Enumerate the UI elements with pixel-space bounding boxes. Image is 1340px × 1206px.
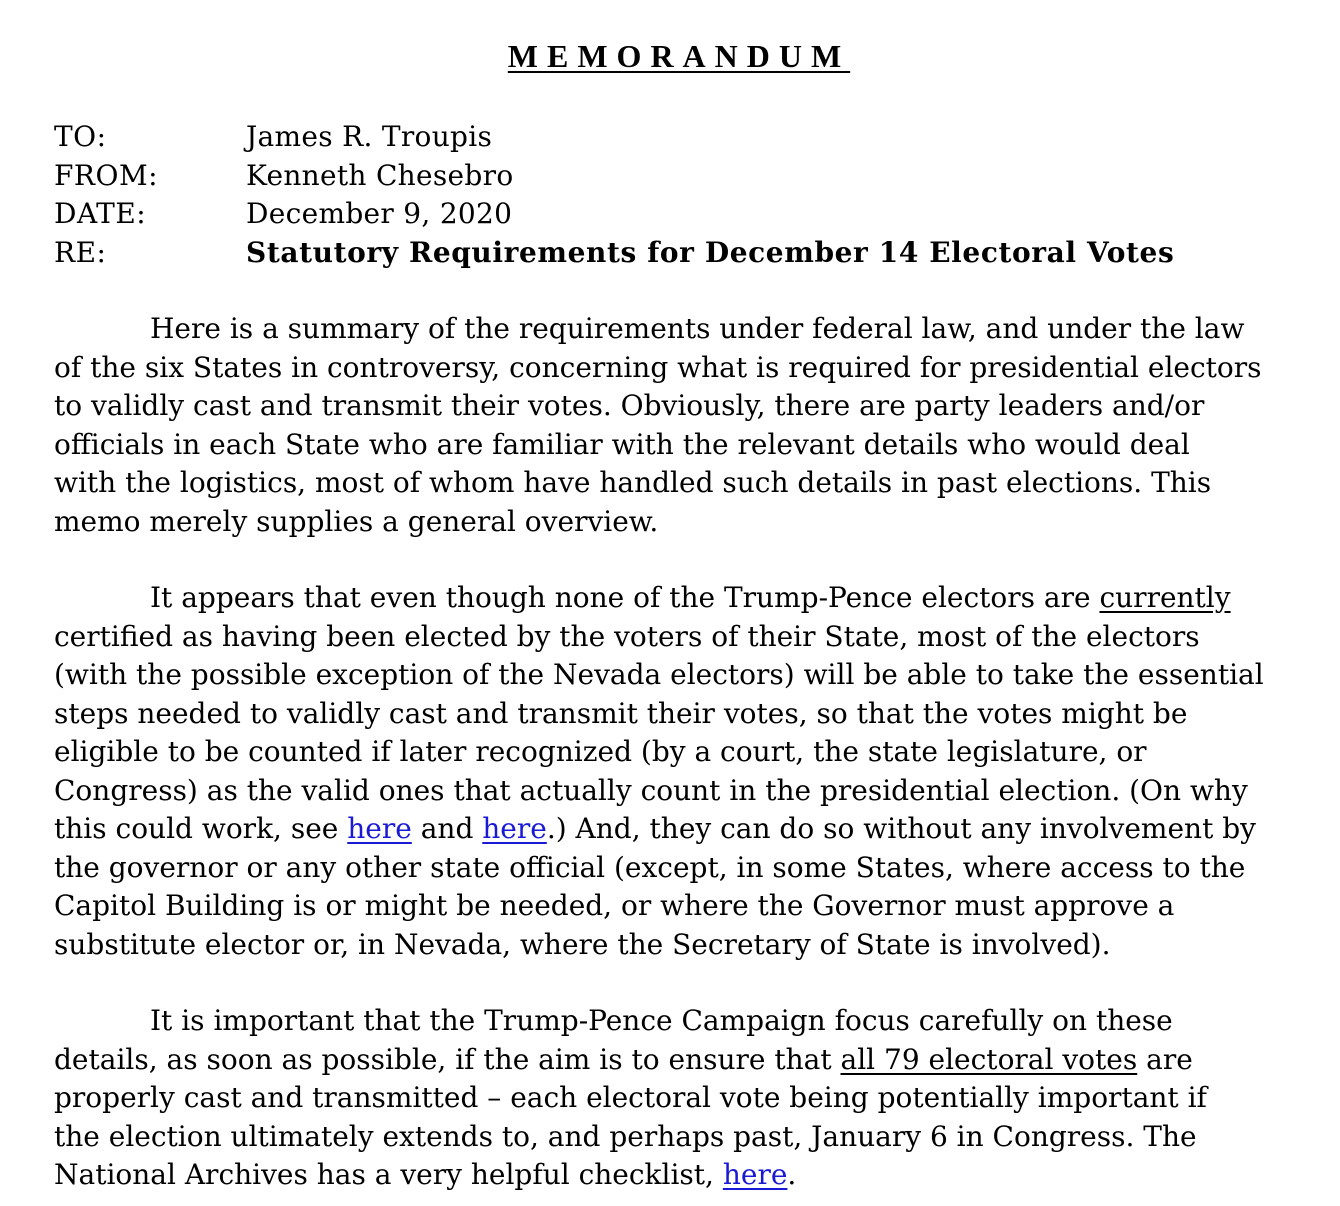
date-value: December 9, 2020 (246, 197, 513, 230)
line-text: .) And, they can do so without any involvement by (546, 812, 1256, 845)
line-text: National Archives has a very helpful checklist, (54, 1158, 723, 1191)
paragraph-line: with the logistics, most of whom have handled such details in past elections. This (54, 466, 1212, 499)
paragraph-line: Here is a summary of the requirements under federal law, and under the law (150, 312, 1245, 345)
paragraph-line: of the six States in controversy, concerning what is required for presidential electors (54, 350, 1262, 384)
line-text: It appears that even though none of the Trump-Pence electors are (150, 581, 1100, 614)
checklist-here-link[interactable]: here (722, 1158, 788, 1191)
line-text: . (787, 1158, 797, 1191)
paragraph-electors (54, 579, 1304, 964)
paragraph-line (54, 579, 1304, 618)
paragraph-line: steps needed to validly cast and transmit their votes, so that the votes might be (54, 696, 1188, 730)
line-text: this could work, see (54, 812, 348, 845)
re-label: RE: (54, 235, 107, 269)
paragraph-line: Capitol Building is or might be needed, or where the Governor must approve a (54, 889, 1175, 922)
paragraph-line (54, 1156, 1304, 1195)
paragraph-line: the governor or any other state official (except, in some States, where access to the (54, 850, 1246, 884)
paragraph-summary (54, 310, 1304, 541)
here-link-2[interactable]: here (482, 812, 547, 845)
header-date-row (54, 195, 1304, 234)
paragraph-line: properly cast and transmitted – each electoral vote being potentially important if (54, 1081, 1207, 1114)
paragraph-line: It is important that the Trump-Pence Campaign focus carefully on these (150, 1004, 1173, 1037)
paragraph-line: eligible to be counted if later recognized (by a court, the state legislature, or (54, 735, 1147, 768)
underlined-currently: currently (1099, 581, 1231, 614)
to-label: TO: (54, 120, 107, 153)
paragraph-line (54, 810, 1304, 849)
line-text: details, as soon as possible, if the aim is to ensure that (54, 1042, 841, 1076)
line-text: and (411, 812, 483, 845)
memo-header (54, 118, 1304, 272)
re-subject: Statutory Requirements for December 14 Electoral Votes (246, 235, 1175, 269)
header-from-row (54, 157, 1304, 196)
paragraph-line: certified as having been elected by the voters of their State, most of the electors (54, 619, 1200, 653)
paragraph-line: (with the possible exception of the Nevada electors) will be able to take the essential (54, 658, 1264, 691)
paragraph-line: Congress) as the valid ones that actually count in the presidential election. (On why (54, 773, 1248, 807)
from-label: FROM: (54, 158, 159, 192)
date-label: DATE: (54, 197, 147, 230)
here-link-1[interactable]: here (347, 812, 412, 845)
underlined-electoral-votes: all 79 electoral votes (840, 1042, 1138, 1076)
paragraph-line: the election ultimately extends to, and perhaps past, January 6 in Congress. The (54, 1119, 1197, 1153)
from-value: Kenneth Chesebro (246, 158, 514, 192)
paragraph-line: substitute elector or, in Nevada, where the Secretary of State is involved). (54, 927, 1111, 961)
paragraph-line (54, 1041, 1304, 1080)
to-value: James R. Troupis (246, 120, 493, 153)
paragraph-line: to validly cast and transmit their votes. Obviously, there are party leaders and/or (54, 389, 1205, 422)
line-text: are (1137, 1042, 1193, 1076)
header-to-row (54, 118, 1304, 157)
header-re-row (54, 234, 1304, 273)
paragraph-line: memo merely supplies a general overview. (54, 504, 659, 538)
paragraph-line: officials in each State who are familiar with the relevant details who would deal (54, 427, 1190, 461)
memo-title: MEMORANDUM (507, 38, 851, 74)
paragraph-campaign (54, 1002, 1304, 1195)
